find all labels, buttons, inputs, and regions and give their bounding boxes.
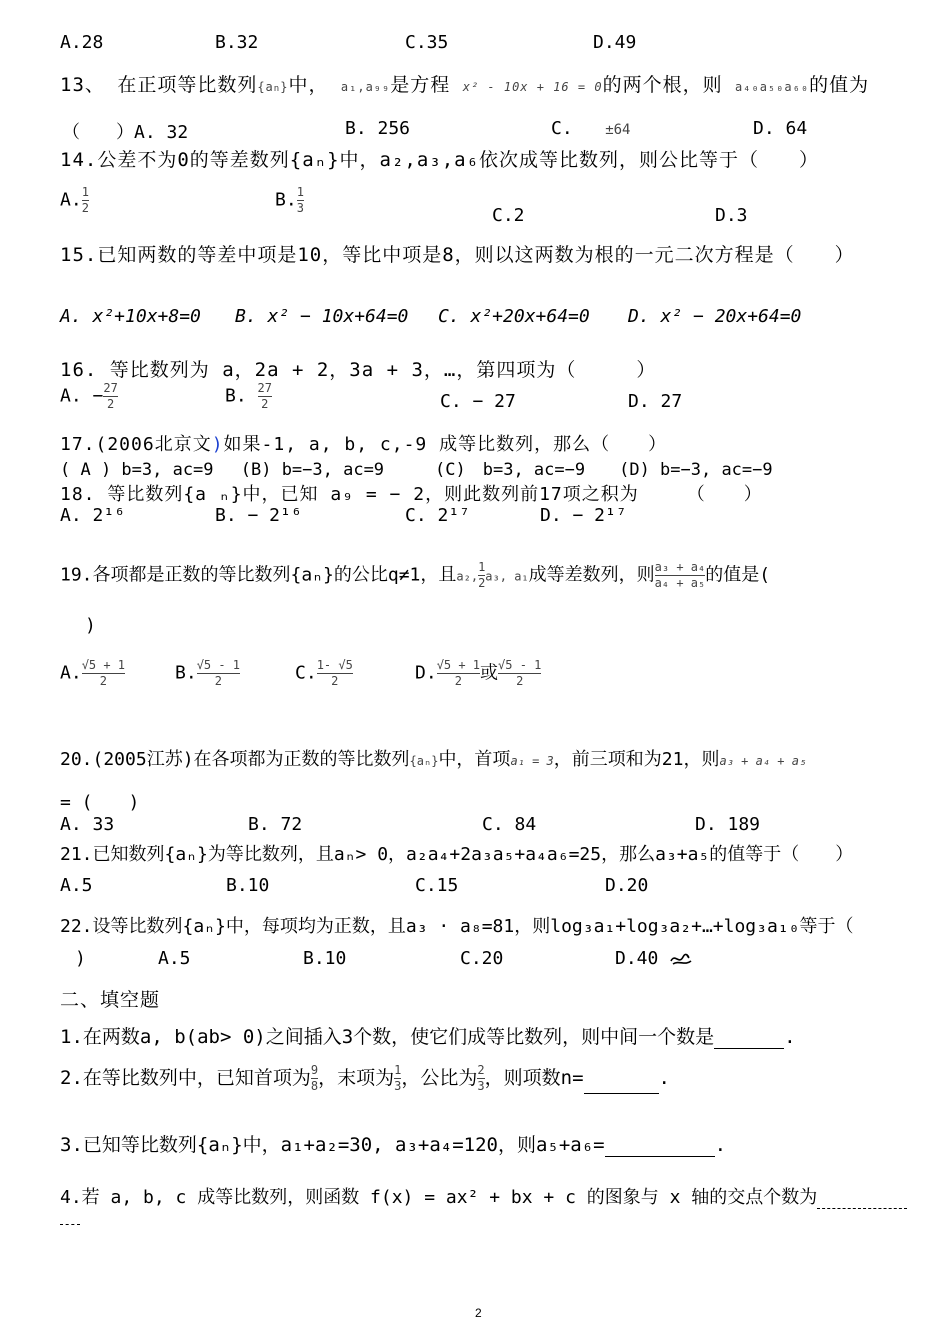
q16-option-b: B. $\frac{27}{2}$: [225, 381, 272, 411]
q21-option-b: B.10: [226, 875, 270, 896]
q12-option-c: C.35: [405, 32, 449, 53]
q18-option-c: C. 2¹⁷: [405, 505, 471, 526]
q13-option-d: D. 64: [753, 118, 808, 139]
q13-stem: 13、 在正项等比数列{an}中， a₁,a₉₉是方程 x² - 10x + 16 = 0的两个根，则 a₄₀a₅₀a₆₀的值为: [60, 74, 870, 96]
scribble-icon: [669, 951, 693, 967]
q18-option-a: A. 2¹⁶: [60, 505, 126, 526]
q15-option-d: D. x² − 20x+64=0: [628, 306, 802, 327]
q15-option-a: A. x²+10x+8=0: [60, 306, 201, 327]
q12-option-a: A.28: [60, 32, 104, 53]
q14-option-d: D.3: [715, 205, 748, 226]
answer-blank[interactable]: [605, 1140, 715, 1157]
q17-options: ( A ) b=3, ac=9 (B) b=−3, ac=9 (C) b=3, ac=−9 (D) b=−3, ac=−9: [60, 460, 773, 480]
q19-stem: 19.各项都是正数的等比数列{aₙ}的公比q≠1，且a₂, $\frac{1}{2}$ a₃, a₁成等差数列，则 $\frac{\text{a₃ + a₄}}{\text{a₄ + a₅}}$ 的值是(: [60, 560, 771, 590]
q18-option-d: D. − 2¹⁷: [540, 505, 627, 526]
fill-1: 1.在两数a, b(ab> 0)之间插入3个数，使它们成等比数列，则中间一个数是 .: [60, 1026, 796, 1048]
q15-stem: 15.已知两数的等差中项是10，等比中项是8，则以这两数为根的一元二次方程是（ ）: [60, 244, 855, 266]
fill-4: 4.若 a, b, c 成等比数列，则函数 f(x) = ax² + bx + c 的图象与 x 轴的交点个数为: [60, 1183, 907, 1209]
q21-stem: 21.已知数列{aₙ}为等比数列，且aₙ> 0，a₂a₄+2a₃a₅+a₄a₆=25，那么a₃+a₅的值等于（ ）: [60, 844, 854, 865]
q19-option-a: A. $\frac{√5 + 1}{2}$: [60, 658, 126, 688]
q20-option-a: A. 33: [60, 814, 115, 835]
q22-option-d: D.40: [615, 948, 693, 969]
q19-option-c: C. $\frac{1- √5}{2}$: [295, 658, 353, 688]
q16-option-a: A. − $\frac{27}{2}$: [60, 381, 118, 411]
q19-option-d: D. $\frac{√5 + 1}{2}$ 或 $\frac{√5 - 1}{2}$: [415, 658, 542, 688]
q16-stem: 16. 等比数列为 a，2a + 2，3a + 3，…，第四项为（ ）: [60, 359, 657, 381]
q13-option-b: B. 256: [345, 118, 411, 139]
q22-stem-cont: ): [75, 948, 86, 969]
q18-stem: 18. 等比数列{a ₙ}中，已知 a₉ = − 2，则此数列前17项之积为 （ ）: [60, 484, 763, 505]
q18-option-b: B. − 2¹⁶: [215, 505, 302, 526]
q19-stem-cont: ): [85, 615, 96, 636]
answer-blank-cont: [60, 1210, 80, 1225]
q14-option-b: B. $\frac{1}{3}$: [275, 185, 304, 215]
q20-stem: 20.(2005江苏)在各项都为正数的等比数列{aₙ}中，首项a₁ = 3，前三项和为21，则a₃ + a₄ + a₅: [60, 749, 807, 770]
q14-stem: 14.公差不为0的等差数列{aₙ}中，a₂,a₃,a₆依次成等比数列，则公比等于（ ）: [60, 149, 820, 171]
answer-blank[interactable]: [817, 1194, 907, 1209]
q20-stem-cont: = ( ): [60, 792, 140, 813]
q20-option-b: B. 72: [248, 814, 303, 835]
section-title: 二、填空题: [60, 989, 161, 1011]
q12-option-b: B.32: [215, 32, 259, 53]
q15-option-b: B. x² − 10x+64=0: [235, 306, 409, 327]
q15-option-c: C. x²+20x+64=0: [438, 306, 590, 327]
q21-option-c: C.15: [415, 875, 459, 896]
q21-option-a: A.5: [60, 875, 93, 896]
q13-option-a: （ ）A. 32: [62, 122, 189, 143]
fill-2: 2.在等比数列中，已知首项为 $\frac{9}{8}$ ，末项为 $\frac{1}{3}$ ，公比为 $\frac{2}{3}$ ，则项数n= .: [60, 1063, 670, 1093]
answer-blank[interactable]: [714, 1032, 784, 1049]
q14-option-c: C.2: [492, 205, 525, 226]
q14-option-a: A. $\frac{1}{2}$: [60, 185, 89, 215]
q20-option-c: C. 84: [482, 814, 537, 835]
q20-option-d: D. 189: [695, 814, 761, 835]
q22-option-a: A.5: [158, 948, 191, 969]
q12-option-d: D.49: [593, 32, 637, 53]
q22-option-b: B.10: [303, 948, 347, 969]
q21-option-d: D.20: [605, 875, 649, 896]
fill-3: 3.已知等比数列{aₙ}中，a₁+a₂=30, a₃+a₄=120，则a₅+a₆= .: [60, 1134, 727, 1156]
q16-option-d: D. 27: [628, 391, 683, 412]
q13-option-c: C. ±64: [551, 118, 631, 139]
answer-blank[interactable]: [584, 1077, 659, 1094]
q22-stem: 22.设等比数列{aₙ}中，每项均为正数，且a₃ · a₈=81，则log₃a₁+log₃a₂+…+log₃a₁₀等于（: [60, 916, 854, 937]
q17-stem: 17.(2006北京文)如果-1, a, b, c,-9 成等比数列，那么（ ）: [60, 434, 668, 455]
page-number: 2: [475, 1306, 482, 1320]
q19-option-b: B. $\frac{√5 - 1}{2}$: [175, 658, 241, 688]
q16-option-c: C. − 27: [440, 391, 516, 412]
q22-option-c: C.20: [460, 948, 504, 969]
